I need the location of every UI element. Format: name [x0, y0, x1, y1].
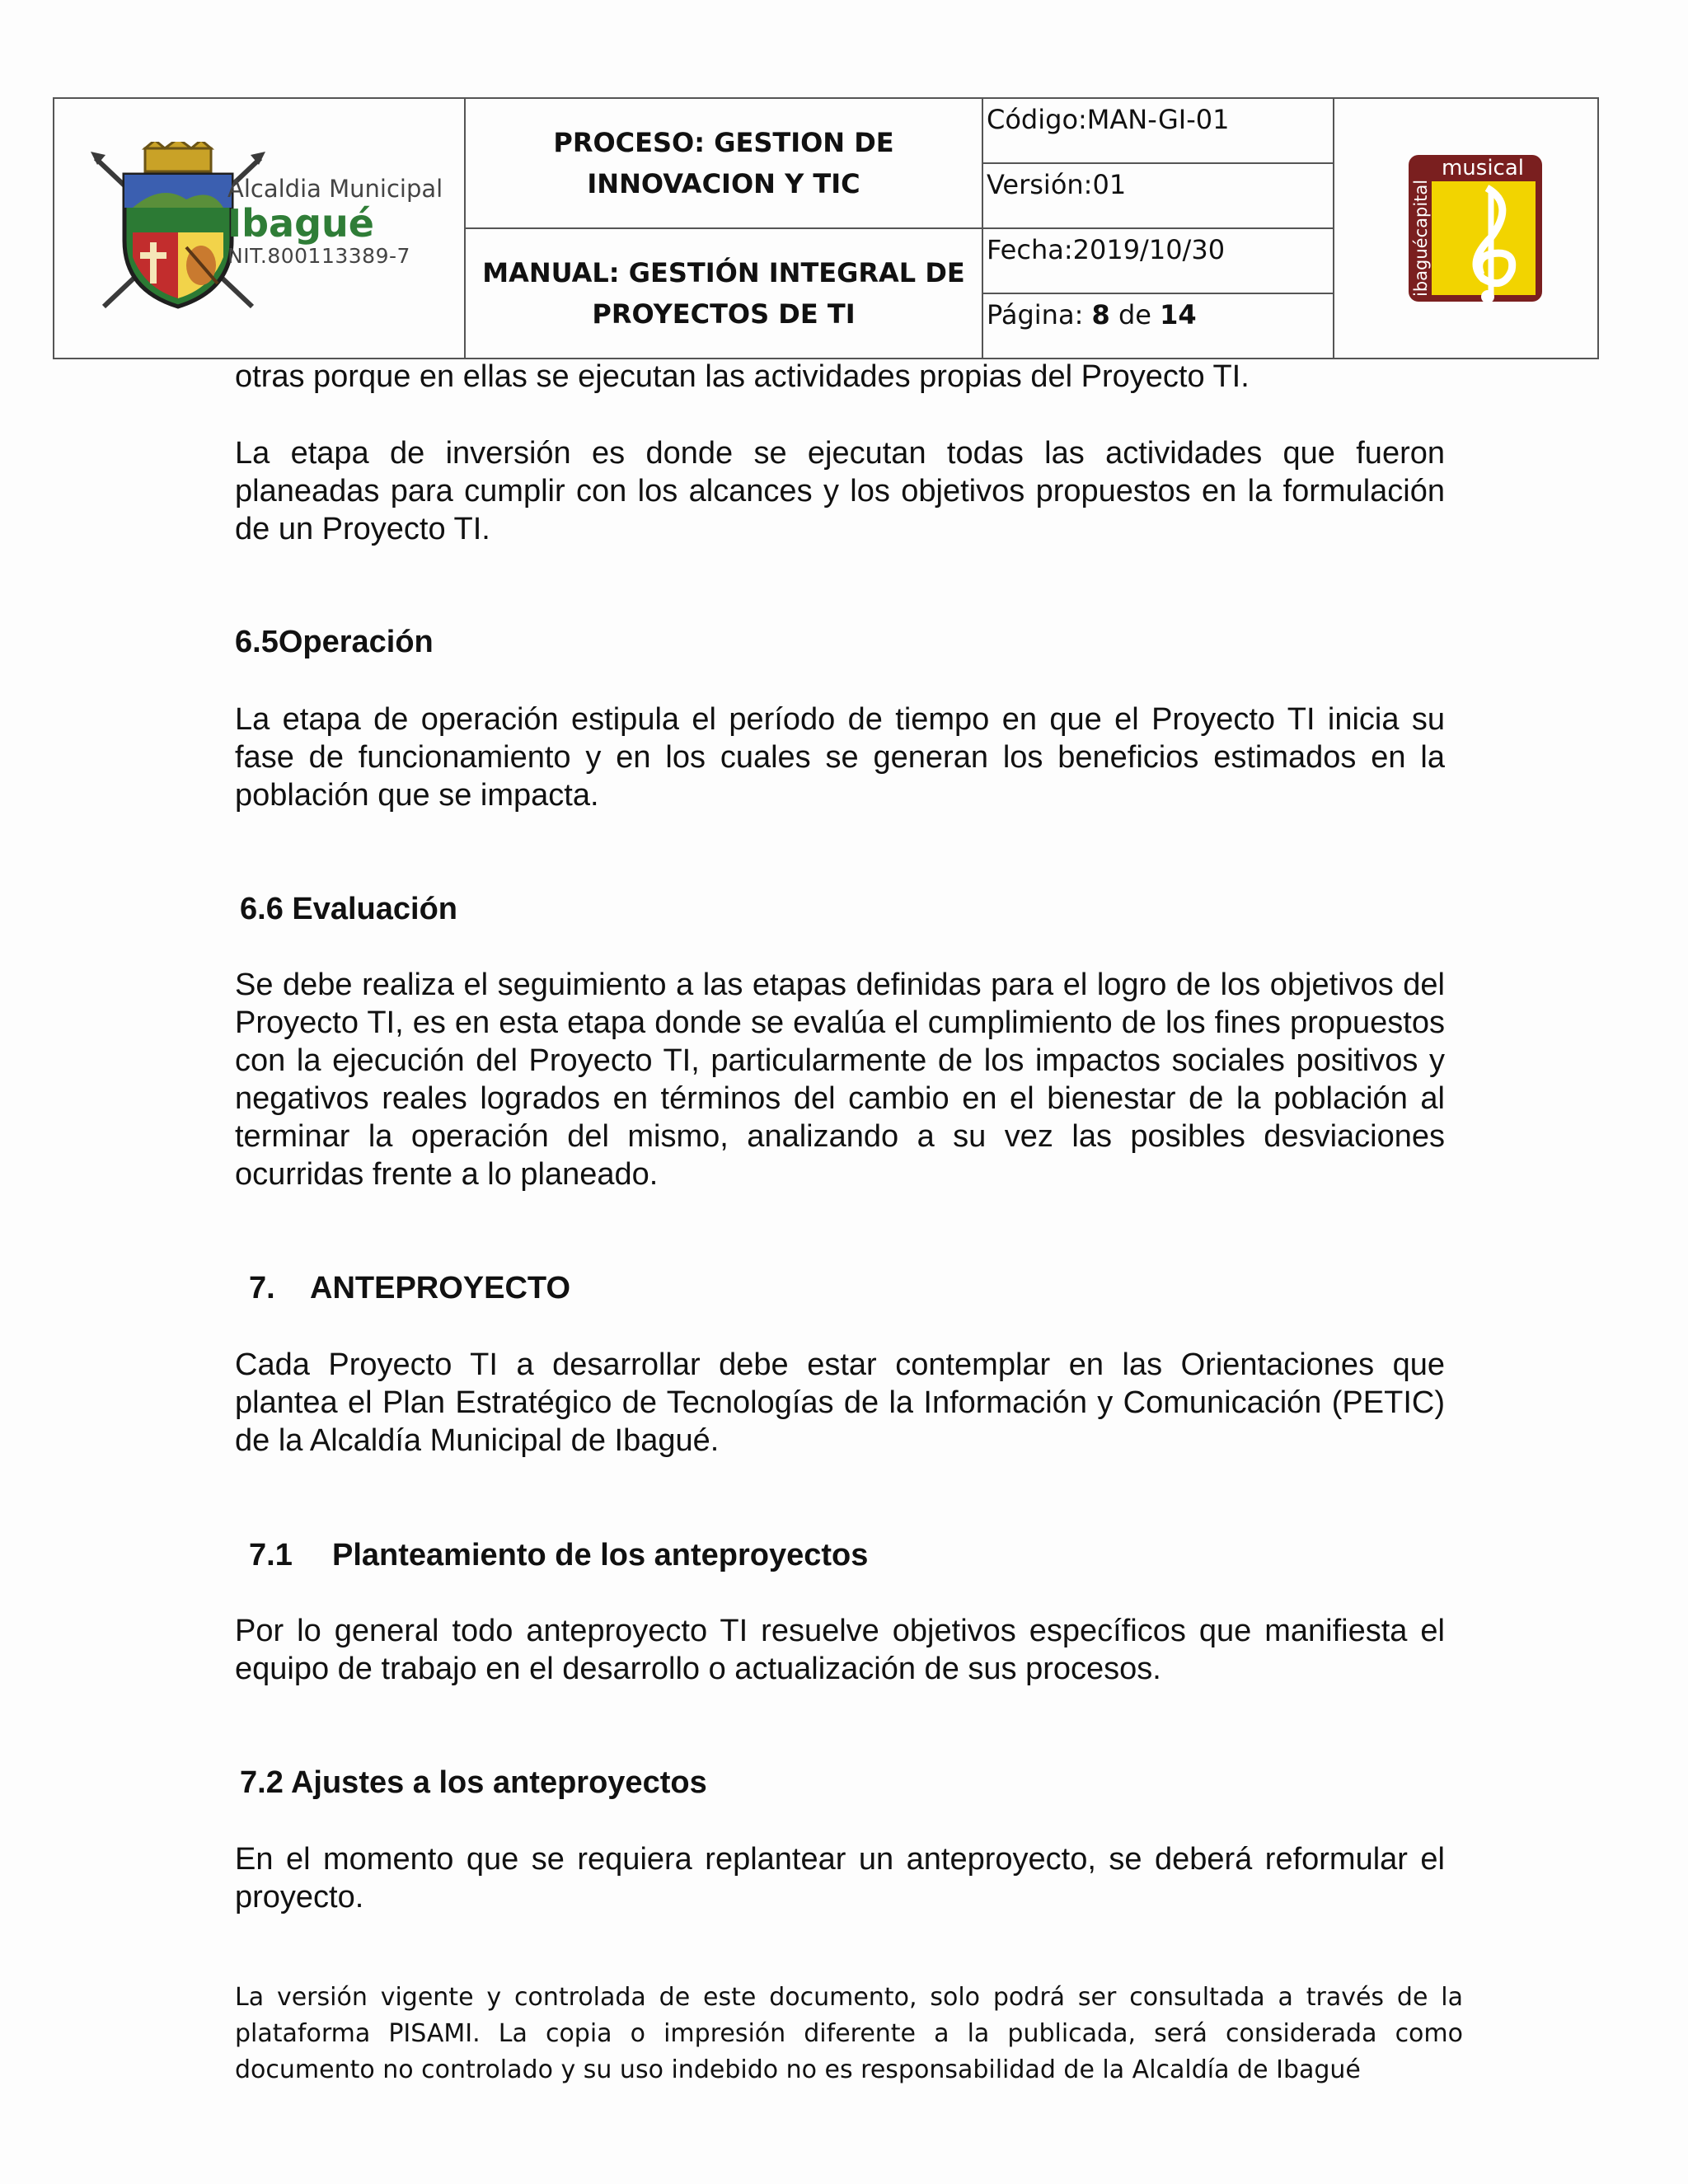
- logo-line-ibague: Ibagué: [227, 201, 374, 246]
- document-control-footer: La versión vigente y controlada de este documento, solo podrá ser consultada a través de la plataforma PISAMI. La copia o impresión diferente a la publicada, será considerada como documento no controlado y su uso indebido no es responsabilidad de la Alcaldía de Ibagué: [235, 1983, 1463, 2084]
- paragraph-evaluacion: Se debe realiza el seguimiento a las etapas definidas para el logro de los objetivos del Proyecto TI, es en esta etapa donde se evalúa el cumplimiento de los fines propuestos con la ejecución del Proyecto TI, particularmente de los impactos sociales positivos y negativos reales logrados en términos del cambio en el bienestar de la población al terminar la operación del mismo, analizando a su vez las posibles desviaciones ocurridas frente a lo planeado.: [235, 968, 1445, 1192]
- alcaldia-logo-text: [227, 175, 443, 268]
- page-total: 14: [1160, 299, 1197, 330]
- page-number: 8: [1091, 299, 1110, 330]
- heading-7-2: 7.2 Ajustes a los anteproyectos: [240, 1765, 707, 1800]
- paragraph-anteproyecto: Cada Proyecto TI a desarrollar debe estar contemplar en las Orientaciones que plantea el Plan Estratégico de Tecnologías de la Información y Comunicación (PETIC) de la Alcaldía Municipal de Ibagué.: [235, 1347, 1445, 1458]
- music-logo-word-musical: musical: [1441, 156, 1524, 180]
- alcaldia-logo-cell: [54, 98, 465, 359]
- code-field: Código:MAN-GI-01: [982, 98, 1334, 163]
- paragraph-continuation: otras porque en ellas se ejecutan las actividades propias del Proyecto TI.: [235, 359, 1250, 394]
- logo-line-nit: NIT.800113389-7: [227, 244, 410, 268]
- heading-6-5: 6.5Operación: [235, 625, 434, 659]
- manual-title: MANUAL: GESTIÓN INTEGRAL DE PROYECTOS DE TI: [465, 228, 982, 359]
- page-prefix: Página:: [987, 299, 1092, 330]
- music-logo-cell: [1334, 98, 1598, 359]
- heading-7-title: ANTEPROYECTO: [310, 1271, 571, 1305]
- heading-7-number: 7.: [249, 1271, 275, 1305]
- heading-6-6: 6.6 Evaluación: [240, 892, 458, 926]
- paragraph-ajustes: En el momento que se requiera replantear un anteproyecto, se deberá reformular el proyecto.: [235, 1842, 1445, 1915]
- music-logo-word-ibague: ibaguécapital: [1411, 179, 1431, 297]
- logo-line-alcaldia: Alcaldia Municipal: [227, 175, 443, 203]
- heading-7-1-title: Planteamiento de los anteproyectos: [332, 1538, 869, 1572]
- paragraph-planteamiento: Por lo general todo anteproyecto TI resuelve objetivos específicos que manifiesta el equipo de trabajo en el desarrollo o actualización de sus procesos.: [235, 1614, 1445, 1686]
- paragraph-inversion: La etapa de inversión es donde se ejecutan todas las actividades que fueron planeadas para cumplir con los alcances y los objetivos propuestos en la formulación de un Proyecto TI.: [235, 436, 1445, 546]
- heading-7-1-number: 7.1: [249, 1538, 293, 1572]
- ibague-capital-musical-logo-icon: [1409, 155, 1542, 302]
- page-separator: de: [1109, 299, 1160, 330]
- version-field: Versión:01: [982, 163, 1334, 228]
- paragraph-operacion: La etapa de operación estipula el período de tiempo en que el Proyecto TI inicia su fase de funcionamiento y en los cuales se generan los beneficios estimados en la población que se impacta.: [235, 702, 1445, 813]
- date-field: Fecha:2019/10/30: [982, 228, 1334, 293]
- process-title: PROCESO: GESTION DE INNOVACION Y TIC: [465, 98, 982, 228]
- document-header: [53, 97, 1599, 359]
- page-field: [982, 293, 1334, 359]
